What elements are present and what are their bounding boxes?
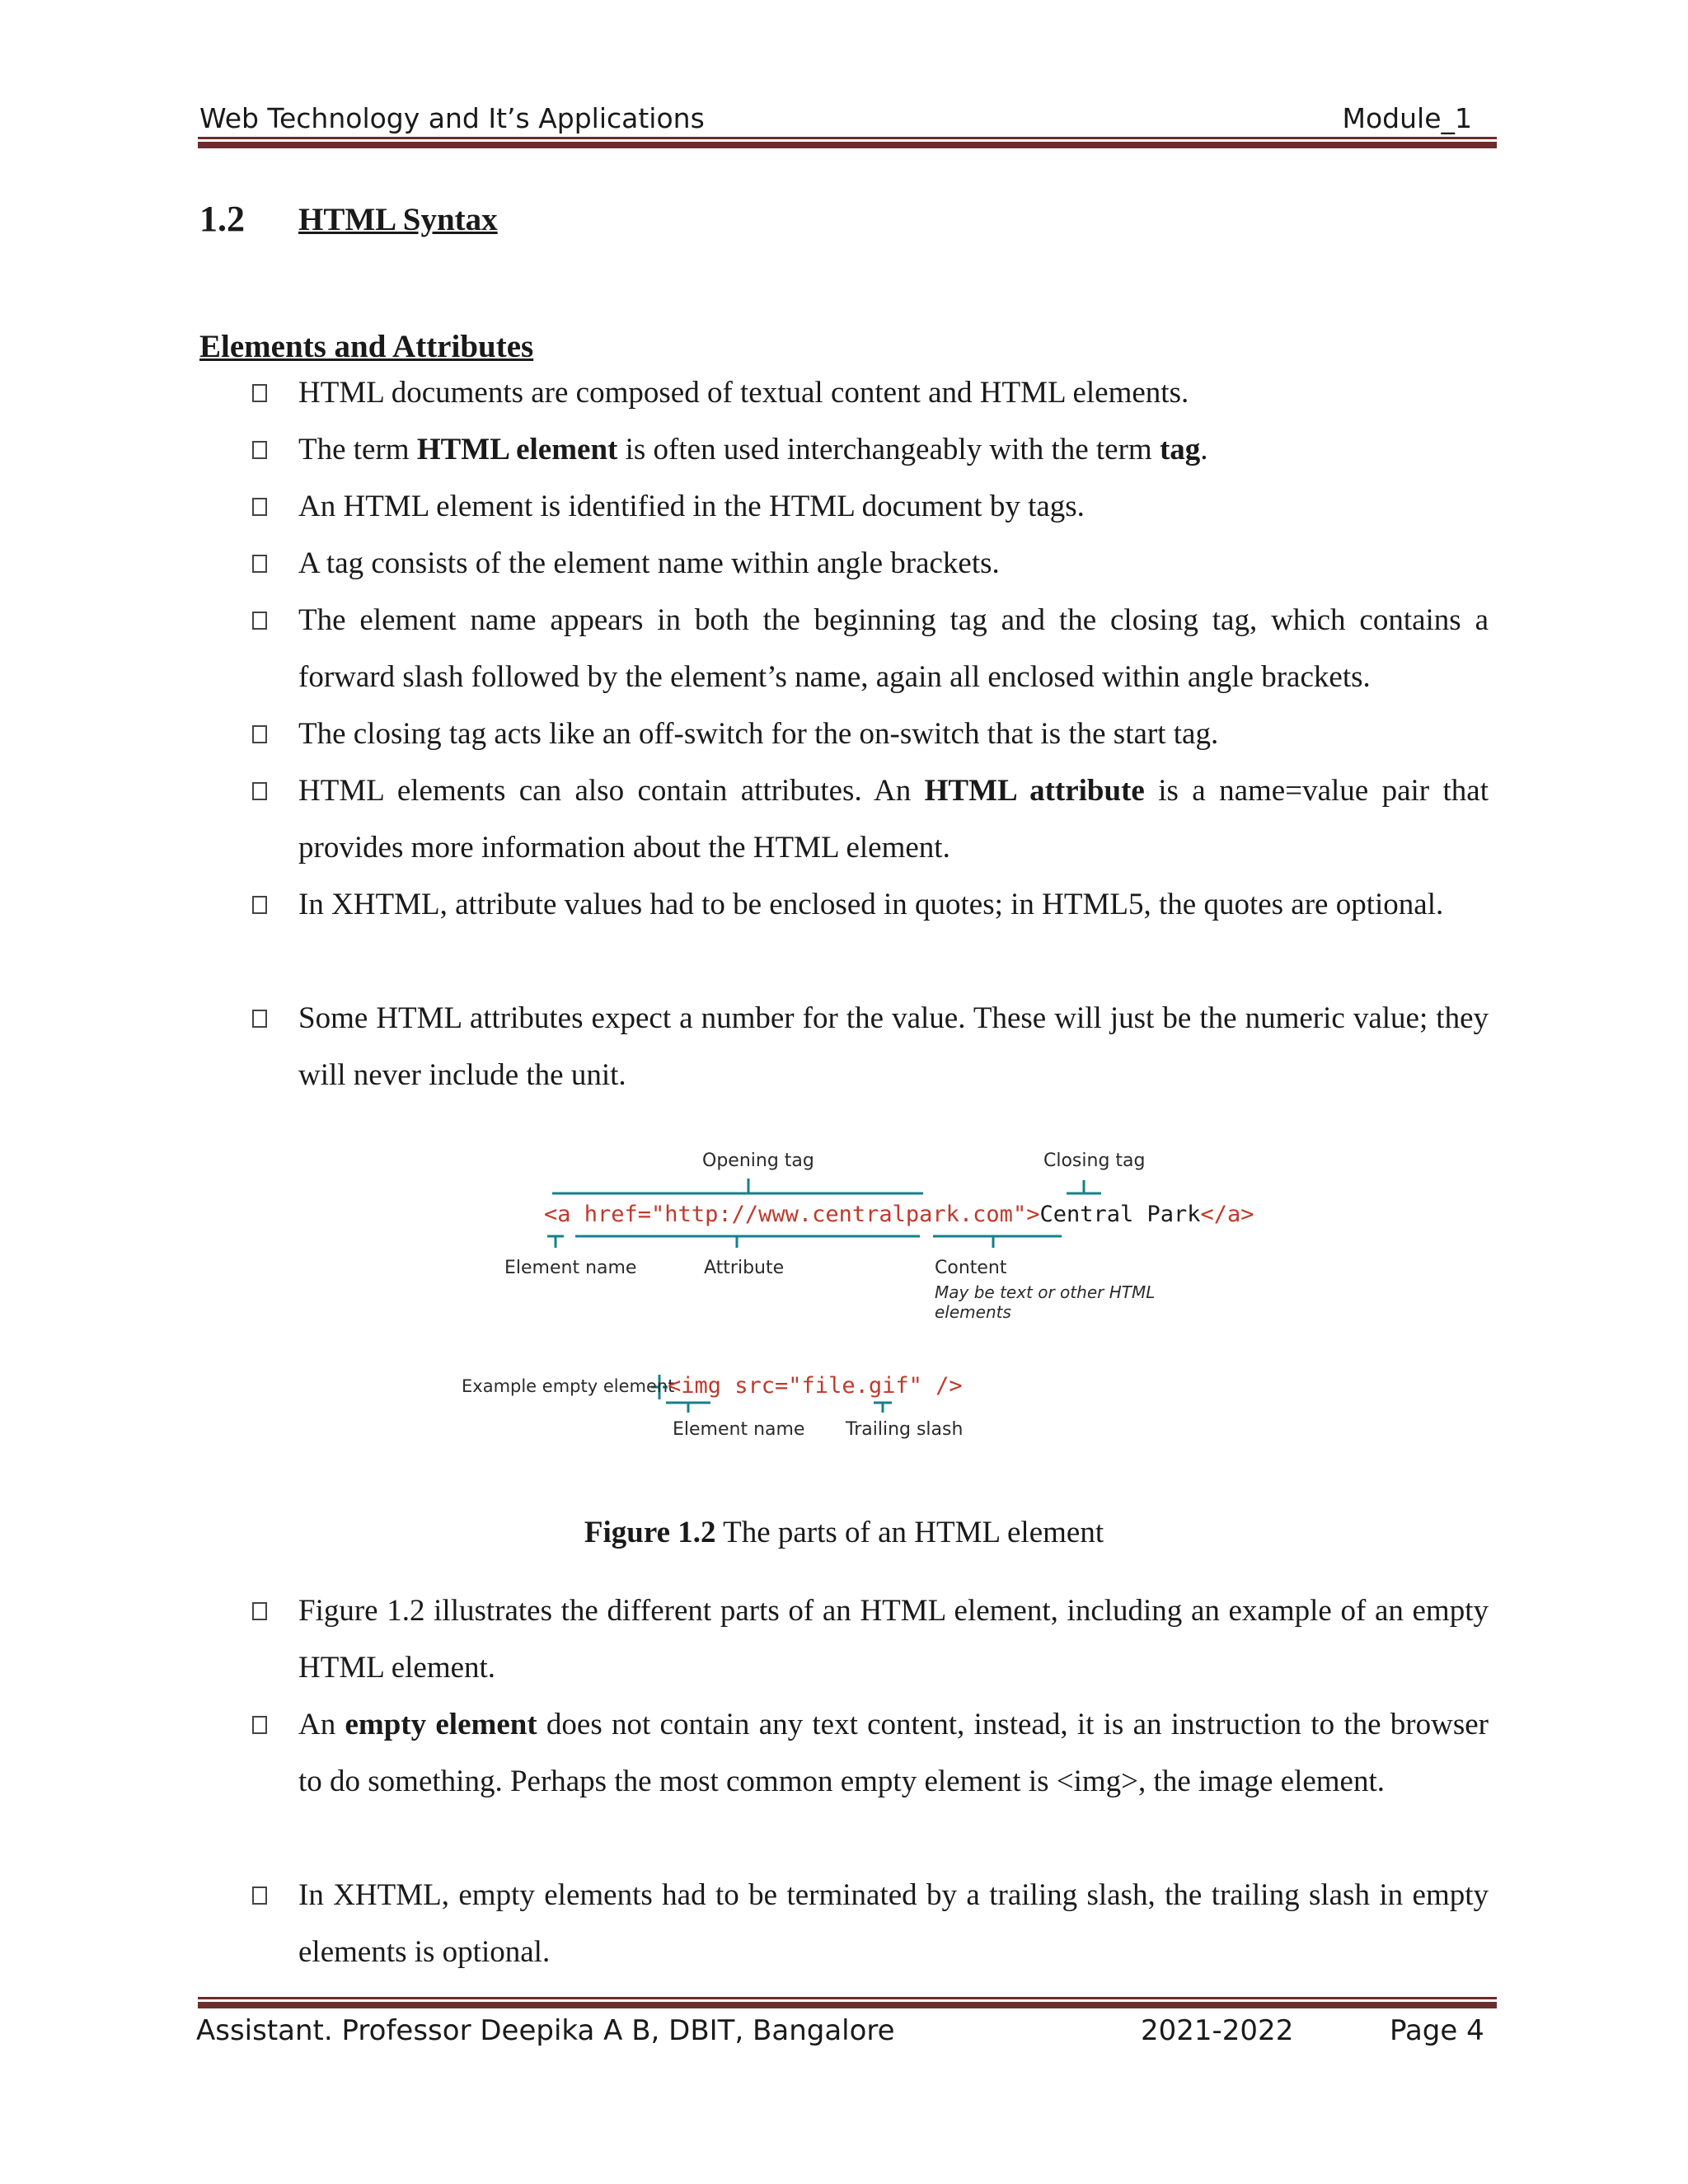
- bullet-box-icon: [252, 725, 267, 743]
- bullet-text: [298, 1582, 1489, 1696]
- subheading: Elements and Attributes: [199, 329, 534, 364]
- figure-caption: [0, 1515, 1688, 1550]
- header-rule: [198, 137, 1497, 148]
- bullet-box-icon: [252, 1716, 267, 1734]
- bullet-box-icon: [252, 441, 267, 459]
- code-open-tag: <a href="http://www.centralpark.com">: [544, 1202, 1040, 1227]
- bullet-box-icon: [252, 498, 267, 516]
- bullet-text: [298, 876, 1489, 933]
- bullet-text: [298, 364, 1489, 421]
- bullet-box-icon: [252, 384, 267, 402]
- bullet-box-icon: [252, 1602, 267, 1620]
- empty-element-code: <img src="file.gif" />: [668, 1373, 963, 1399]
- caption-text: The parts of an HTML element: [715, 1516, 1104, 1549]
- text-run: is a name=value pair that provides more information about the HTML element.: [298, 774, 1489, 865]
- footer-page: Page 4: [1390, 2014, 1484, 2047]
- text-run: An: [298, 1708, 345, 1741]
- text-run: Some HTML attributes expect a number for the value. These will just be the numeric value; they will never include the unit.: [298, 1001, 1489, 1092]
- bullet-box-icon: [252, 1886, 267, 1905]
- text-run: does not contain any text content, instead, it is an instruction to the browser to do something. Perhaps the most common empty element is <img>, the image element.: [298, 1708, 1489, 1798]
- page-footer: [196, 2011, 1507, 2052]
- bullet-box-icon: [252, 612, 267, 630]
- caption-number: Figure 1.2: [584, 1516, 716, 1549]
- header-module: Module_1: [1342, 102, 1472, 134]
- bullet-text: [298, 762, 1489, 876]
- text-run: The closing tag acts like an off-switch for the on-switch that is the start tag.: [298, 717, 1219, 751]
- attribute-label: Attribute: [704, 1258, 785, 1278]
- bullet-box-icon: [252, 782, 267, 800]
- bullet-box-icon: [252, 1010, 267, 1028]
- bold-term: tag: [1159, 433, 1201, 466]
- bullet-text: [298, 535, 1489, 592]
- text-run: A tag consists of the element name within angle brackets.: [298, 546, 1000, 580]
- bullet-text: [298, 1867, 1489, 1980]
- bullet-text: [298, 478, 1489, 535]
- text-run: The term: [298, 433, 417, 466]
- content-note: May be text or other HTML elements: [935, 1282, 1156, 1322]
- bullet-text: [298, 705, 1489, 762]
- trailing-slash-label: Trailing slash: [846, 1419, 964, 1440]
- bullet-text: [298, 421, 1489, 478]
- bold-term: HTML element: [416, 433, 618, 466]
- footer-rule: [198, 1997, 1497, 2008]
- bullet-text: [298, 1696, 1489, 1810]
- section-number: 1.2: [199, 199, 245, 239]
- footer-year: 2021-2022: [1141, 2014, 1294, 2047]
- text-run: In XHTML, empty elements had to be terminated by a trailing slash, the trailing slash in empty elements is optional.: [298, 1878, 1489, 1969]
- bullet-box-icon: [252, 555, 267, 573]
- opening-tag-label: Opening tag: [702, 1151, 814, 1171]
- text-run: Figure 1.2 illustrates the different parts of an HTML element, including an example of an empty HTML element.: [298, 1594, 1489, 1685]
- empty-element-label: Example empty element: [462, 1376, 675, 1396]
- anchor-code: [544, 1202, 1254, 1227]
- element-name-label: Element name: [504, 1258, 637, 1278]
- text-run: .: [1200, 433, 1208, 466]
- text-run: An HTML element is identified in the HTML document by tags.: [298, 490, 1085, 523]
- page-header: [198, 97, 1497, 137]
- code-close-tag: </a>: [1200, 1202, 1254, 1227]
- header-title: Web Technology and It’s Applications: [199, 102, 705, 134]
- bold-term: empty element: [345, 1708, 537, 1741]
- text-run: HTML documents are composed of textual content and HTML elements.: [298, 376, 1189, 410]
- bullet-box-icon: [252, 896, 267, 914]
- code-content: Central Park: [1039, 1202, 1201, 1227]
- bold-term: HTML attribute: [924, 774, 1145, 808]
- content-label: Content: [935, 1258, 1007, 1278]
- empty-element-name-label: Element name: [673, 1419, 805, 1440]
- bullet-text: [298, 592, 1489, 705]
- closing-tag-label: Closing tag: [1043, 1151, 1146, 1171]
- bullet-text: [298, 990, 1489, 1104]
- text-run: HTML elements can also contain attributes. An: [298, 774, 925, 808]
- text-run: In XHTML, attribute values had to be enclosed in quotes; in HTML5, the quotes are optional.: [298, 888, 1444, 921]
- text-run: is often used interchangeably with the term: [617, 433, 1160, 466]
- html-element-figure: [462, 1137, 1254, 1459]
- footer-author: Assistant. Professor Deepika A B, DBIT, Bangalore: [196, 2014, 895, 2047]
- section-title: HTML Syntax: [298, 202, 498, 237]
- text-run: The element name appears in both the beginning tag and the closing tag, which contains a forward slash followed by the element’s name, again all enclosed within angle brackets.: [298, 603, 1489, 694]
